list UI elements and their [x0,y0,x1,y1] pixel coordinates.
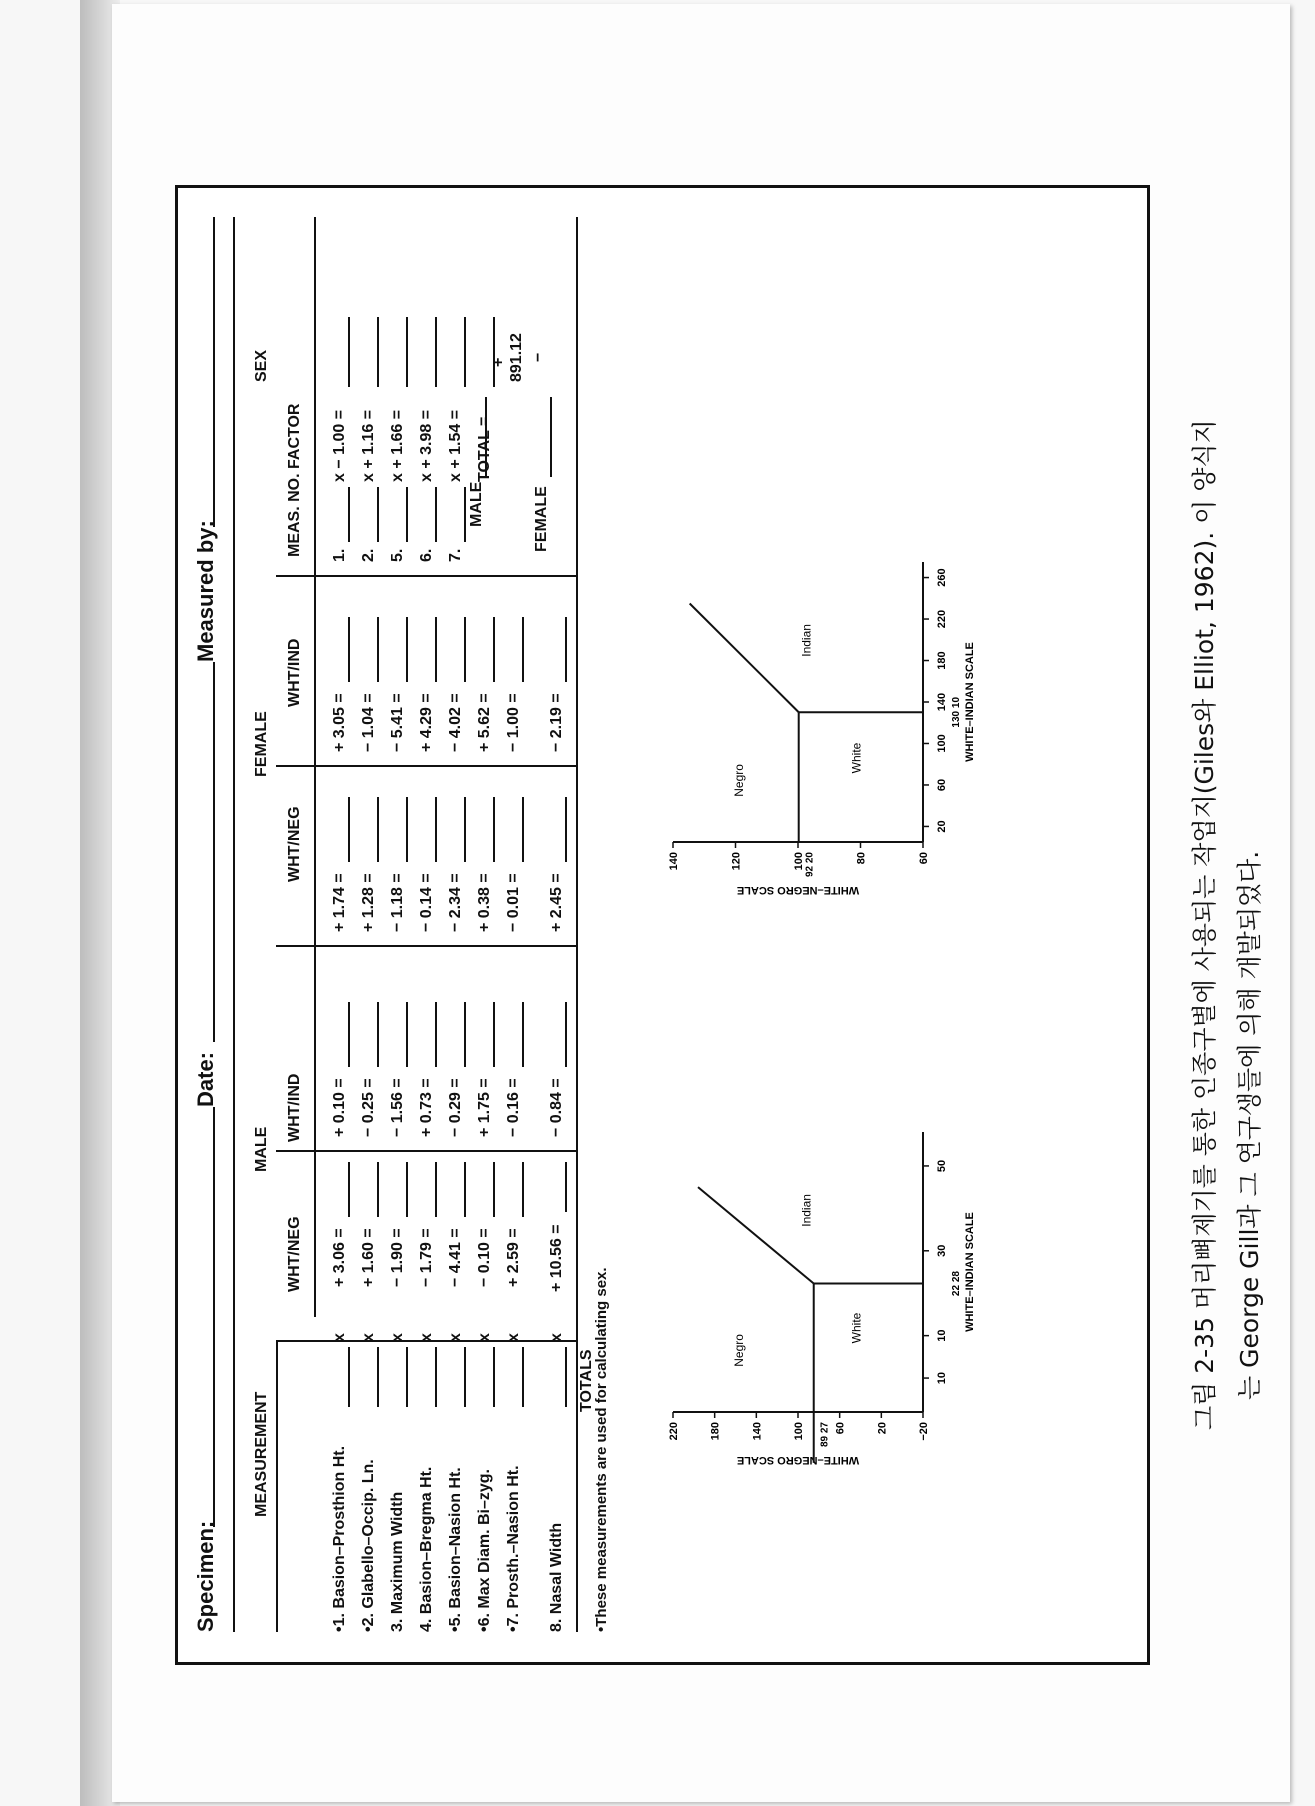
male-wi-blank[interactable] [464,1002,466,1067]
female-wn-factor: − 0.14 = [418,873,435,932]
sex-meas-no: 6. [418,548,435,562]
male-wn-factor: − 4.41 = [447,1228,464,1287]
sex-female-blank[interactable] [550,397,552,477]
female-header: FEMALE [253,711,270,777]
female-wi-factor: − 1.00 = [505,693,522,752]
sex-factor: x − 1.00 = [331,409,348,482]
worksheet-frame [175,185,1150,1665]
col-sep-2 [276,1150,576,1152]
sex-factor: x + 1.54 = [447,409,464,482]
region-label: White [849,1312,864,1344]
female-wi-factor: − 4.02 = [447,693,464,752]
times-sign: x [389,1333,406,1342]
x-tick-label: 180 [936,651,948,670]
specimen-label: Specimen: [193,1520,218,1632]
female-wn-factor: − 1.18 = [389,873,406,932]
female-wn-blank[interactable] [435,797,437,862]
sex-meas-no: 1. [331,548,348,562]
male-wi-factor: + 0.73 = [418,1078,435,1137]
sex-meas-no: 7. [447,548,464,562]
female-wi-blank[interactable] [565,617,567,682]
x-tick-label: 60 [936,778,948,792]
y-tick-label: 60 [918,852,930,865]
sex-blank[interactable] [435,487,437,542]
row-label: 3. Maximum Width [389,1491,406,1632]
y-tick-label: 20 [876,1422,889,1435]
region-label: White [849,742,864,774]
row-label: •1. Basion–Prosthion Ht. [331,1445,348,1632]
measured-by-blank [213,217,215,527]
female-wi-factor: + 3.05 = [331,693,348,752]
y-tick-label: 80 [855,852,868,865]
totals-label: TOTALS [578,1349,595,1412]
x-tick-label: 50 [936,1159,948,1173]
subheader-rule [314,217,316,1317]
caption-line-1: 그림 2-35 머리뼈제기를 통한 인종구별에 사용되는 작업지(Giles와 Elliot, 1962). 이 양식지 [1190,419,1219,1430]
measurement-header: MEASUREMENT [253,1391,270,1517]
sex-blank[interactable] [348,487,350,542]
table-bottom-rule [576,217,578,1632]
male-wi-blank[interactable] [435,1002,437,1067]
x-tick-label: 100 [936,734,948,753]
y-tick-label: 100 [793,852,805,871]
female-wn-factor: + 1.28 = [360,873,377,932]
times-sign: x [331,1333,348,1342]
sectioning-x-label: 22 28 [951,1271,962,1297]
total-blank[interactable] [493,317,495,387]
date-blank [213,662,215,1042]
header-rule-top [233,217,235,1632]
plus-sign: + [490,357,507,367]
sectioning-point: 891.12 [508,333,525,382]
sectioning-y-label: 89 27 [819,1422,831,1448]
sex-blank[interactable] [464,487,466,542]
sex-meas-no: 5. [389,548,406,562]
female-wn-blank[interactable] [522,797,524,862]
male-wi-blank[interactable] [522,1002,524,1067]
female-wi-factor: − 1.04 = [360,693,377,752]
sex-blank[interactable] [406,487,408,542]
female-wn-factor: + 1.74 = [331,873,348,932]
measurement-rule [276,1342,278,1632]
female-wn-blank[interactable] [406,797,408,862]
male-wn-factor: − 0.10 = [476,1228,493,1287]
sex-meas-no-factor-header: MEAS. NO. FACTOR [286,403,303,557]
sex-result-blank[interactable] [377,317,379,387]
x-tick-label: 10 [936,1329,948,1342]
input-blank[interactable] [348,1347,350,1407]
row-label: •5. Basion–Nasion Ht. [447,1467,464,1632]
female-wn-factor: + 0.38 = [476,873,493,932]
female-wn-blank[interactable] [493,797,495,862]
x-tick-label: 10 [936,1371,948,1385]
sex-female-label: FEMALE [533,486,550,552]
minus-sign: − [530,352,547,362]
male-wn-blank[interactable] [406,1162,408,1217]
row-label: •7. Prosth.–Nasion Ht. [505,1465,522,1632]
male-wi-blank[interactable] [348,1002,350,1067]
x-axis-label: WHITE–INDIAN SCALE [964,1212,976,1332]
x-tick-label: 30 [936,1244,948,1257]
female-wi-blank[interactable] [493,617,495,682]
input-blank[interactable] [565,1347,567,1407]
female-wi-factor: − 2.19 = [548,693,565,752]
row-label: •2. Glabello–Occip. Ln. [360,1459,377,1632]
sex-male-label: MALE [468,481,485,527]
row-label: •6. Max Diam. Bi–zyg. [476,1469,493,1632]
male-wn-blank[interactable] [464,1162,466,1217]
female-wi-blank[interactable] [435,617,437,682]
female-wi-blank[interactable] [522,617,524,682]
y-tick-label: 100 [793,1422,805,1441]
caption-line-2: 는 George Gill과 그 연구생들에 의해 개발되었다. [1235,850,1264,1400]
footnote: •These measurements are used for calculating sex. [593,1267,610,1632]
male-wn-blank[interactable] [565,1162,567,1212]
sex-header: SEX [253,349,270,382]
y-axis-label: WHITE–NEGRO SCALE [736,884,860,896]
female-wn-blank[interactable] [348,797,350,862]
region-label: Negro [732,1334,746,1367]
male-wi-blank[interactable] [493,1002,495,1067]
female-wn-blank[interactable] [464,797,466,862]
male-wn-factor: + 3.06 = [331,1228,348,1287]
row-label: 8. Nasal Width [548,1522,565,1632]
col-sep-4 [276,765,576,767]
sex-factor: x + 1.66 = [389,409,406,482]
times-sign: x [418,1333,435,1342]
male-wn-factor: − 1.90 = [389,1228,406,1287]
input-blank[interactable] [464,1347,466,1407]
male-wn-blank[interactable] [435,1162,437,1217]
sex-result-blank[interactable] [348,317,350,387]
female-wht-neg-header: WHT/NEG [286,806,303,882]
male-wi-factor: − 0.25 = [360,1078,377,1137]
female-wi-factor: + 5.62 = [476,693,493,752]
female-wn-factor: − 0.01 = [505,873,522,932]
times-sign: x [505,1333,522,1342]
x-tick-label: 140 [936,692,948,712]
y-tick-label: 140 [751,1422,764,1441]
male-wi-factor: − 0.84 = [548,1078,565,1137]
col-sep-3 [276,945,576,947]
male-wi-factor: − 1.56 = [389,1078,406,1137]
male-wn-factor: + 10.56 = [548,1224,565,1292]
date-label: Date: [193,1051,218,1107]
sectioning-y-label: 92 20 [804,852,816,878]
male-wht-neg-header: WHT/NEG [286,1216,303,1292]
male-wi-blank[interactable] [565,1002,567,1067]
x-tick-label: 20 [936,820,948,833]
y-tick-label: 60 [834,1422,847,1435]
female-wi-factor: − 5.41 = [389,693,406,752]
y-tick-label: 140 [668,852,680,871]
region-label: Indian [799,1194,814,1227]
row-label: 4. Basion–Bregma Ht. [418,1466,435,1632]
male-wn-factor: + 1.60 = [360,1228,377,1287]
y-tick-label: 180 [709,1422,722,1441]
boundary-line [698,1187,814,1283]
specimen-blank [213,1107,215,1527]
sex-result-blank[interactable] [435,317,437,387]
male-wi-factor: − 0.16 = [505,1078,522,1137]
sex-result-blank[interactable] [464,317,466,387]
sectioning-x-label: 130 10 [951,696,962,728]
input-blank[interactable] [493,1347,495,1407]
y-tick-label: 120 [730,852,743,871]
male-wn-blank[interactable] [522,1162,524,1217]
col-sep-5 [276,575,576,577]
male-wht-ind-header: WHT/IND [286,1073,303,1142]
male-wn-blank[interactable] [493,1162,495,1217]
male-wi-blank[interactable] [406,1002,408,1067]
male-wn-factor: + 2.59 = [505,1228,522,1287]
y-tick-label: 220 [668,1422,680,1441]
sex-result-blank[interactable] [406,317,408,387]
figure-caption [1185,419,1275,1430]
times-sign: x [360,1333,377,1342]
female-wi-blank[interactable] [348,617,350,682]
male-wi-factor: + 0.10 = [331,1078,348,1137]
input-blank[interactable] [522,1347,524,1407]
input-blank[interactable] [435,1347,437,1407]
sex-male-blank[interactable] [485,397,487,477]
measured-by-label: Measured by: [193,520,218,662]
female-wn-factor: − 2.34 = [447,873,464,932]
female-wn-blank[interactable] [377,797,379,862]
female-wi-factor: + 4.29 = [418,693,435,752]
x-tick-label: 220 [936,609,948,629]
male-wn-factor: − 1.79 = [418,1228,435,1287]
male-wi-blank[interactable] [377,1002,379,1067]
male-header: MALE [253,1126,270,1172]
input-blank[interactable] [406,1347,408,1407]
female-wn-blank[interactable] [565,797,567,862]
female-wht-ind-header: WHT/IND [286,638,303,707]
times-sign: x [548,1333,565,1342]
female-wi-blank[interactable] [464,617,466,682]
boundary-line [690,603,799,712]
male-wi-factor: − 0.29 = [447,1078,464,1137]
sex-factor: x + 1.16 = [360,409,377,482]
x-tick-label: 260 [936,568,948,587]
male-wn-blank[interactable] [348,1162,350,1217]
female-discriminant-chart [633,342,1103,902]
region-label: Indian [799,624,814,657]
female-wi-blank[interactable] [406,617,408,682]
female-wn-factor: + 2.45 = [548,873,565,932]
male-wi-factor: + 1.75 = [476,1078,493,1137]
total-label: TOTAL = [476,416,493,482]
times-sign: x [476,1333,493,1342]
sex-factor: x + 3.98 = [418,409,435,482]
rotated-figure [175,185,1180,1665]
y-tick-label: −20 [918,1422,930,1441]
y-axis-label: WHITE–NEGRO SCALE [736,1454,860,1466]
sex-meas-no: 2. [360,548,377,562]
x-axis-label: WHITE–INDIAN SCALE [964,642,976,762]
male-wn-blank[interactable] [377,1162,379,1217]
region-label: Negro [732,764,746,797]
input-blank[interactable] [377,1347,379,1407]
times-sign: x [447,1333,464,1342]
sex-blank[interactable] [377,487,379,542]
male-discriminant-chart [633,922,1103,1482]
female-wi-blank[interactable] [377,617,379,682]
